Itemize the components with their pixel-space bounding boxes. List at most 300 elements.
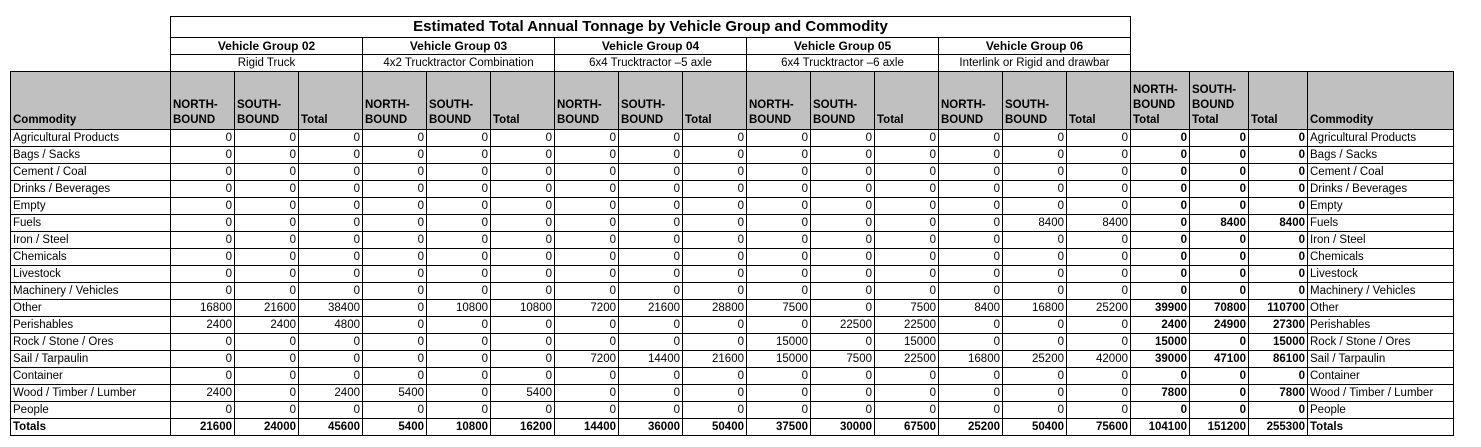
value-cell: 0 — [1003, 147, 1067, 164]
value-cell: 0 — [235, 283, 299, 300]
value-cell: 7500 — [811, 351, 875, 368]
commodity-cell: Other — [1308, 300, 1454, 317]
value-cell: 0 — [1003, 130, 1067, 147]
value-cell: 0 — [619, 181, 683, 198]
value-cell: 0 — [171, 181, 235, 198]
value-cell: 0 — [683, 181, 747, 198]
value-cell: 0 — [1003, 385, 1067, 402]
value-cell: 0 — [619, 249, 683, 266]
value-cell: 0 — [811, 181, 875, 198]
value-cell: 0 — [619, 215, 683, 232]
value-cell: 0 — [939, 402, 1003, 419]
value-cell: 10800 — [427, 300, 491, 317]
value-cell: 0 — [1067, 368, 1131, 385]
value-cell: 0 — [811, 283, 875, 300]
value-cell: 0 — [235, 215, 299, 232]
group-desc-05: 6x4 Trucktractor –6 axle — [747, 55, 939, 72]
value-cell: 0 — [875, 283, 939, 300]
value-cell: 0 — [1249, 283, 1308, 300]
value-cell: 0 — [683, 402, 747, 419]
value-cell: 0 — [555, 181, 619, 198]
value-cell: 0 — [363, 198, 427, 215]
value-cell: 0 — [939, 164, 1003, 181]
commodity-cell: Cement / Coal — [1308, 164, 1454, 181]
value-cell: 0 — [171, 249, 235, 266]
header-northbound: NORTH-BOUND — [939, 72, 1003, 130]
value-cell: 0 — [875, 130, 939, 147]
value-cell: 0 — [235, 368, 299, 385]
value-cell: 104100 — [1131, 419, 1190, 436]
value-cell: 0 — [1131, 130, 1190, 147]
value-cell: 0 — [811, 215, 875, 232]
value-cell: 0 — [939, 368, 1003, 385]
value-cell: 0 — [427, 147, 491, 164]
table-row — [11, 351, 1454, 368]
value-cell: 0 — [555, 385, 619, 402]
value-cell: 0 — [683, 249, 747, 266]
value-cell: 0 — [1067, 402, 1131, 419]
value-cell: 0 — [939, 317, 1003, 334]
value-cell: 0 — [299, 351, 363, 368]
value-cell: 0 — [1067, 147, 1131, 164]
value-cell: 0 — [619, 317, 683, 334]
commodity-cell: Bags / Sacks — [1308, 147, 1454, 164]
value-cell: 0 — [811, 198, 875, 215]
value-cell: 0 — [491, 402, 555, 419]
commodity-cell: Perishables — [11, 317, 171, 334]
value-cell: 27300 — [1249, 317, 1308, 334]
commodity-cell: Bags / Sacks — [11, 147, 171, 164]
value-cell: 0 — [683, 130, 747, 147]
commodity-cell: Totals — [11, 419, 171, 436]
value-cell: 0 — [171, 402, 235, 419]
value-cell: 0 — [235, 198, 299, 215]
value-cell: 0 — [491, 181, 555, 198]
header-southbound: SOUTH-BOUND — [811, 72, 875, 130]
value-cell: 8400 — [1249, 215, 1308, 232]
value-cell: 0 — [555, 198, 619, 215]
value-cell: 0 — [1003, 249, 1067, 266]
value-cell: 24000 — [235, 419, 299, 436]
value-cell: 0 — [747, 181, 811, 198]
value-cell: 0 — [1003, 283, 1067, 300]
value-cell: 0 — [1003, 164, 1067, 181]
value-cell: 0 — [811, 147, 875, 164]
group-name-06: Vehicle Group 06 — [939, 38, 1131, 55]
value-cell: 0 — [555, 215, 619, 232]
value-cell: 15000 — [1249, 334, 1308, 351]
value-cell: 0 — [875, 181, 939, 198]
value-cell: 0 — [491, 368, 555, 385]
value-cell: 0 — [939, 181, 1003, 198]
value-cell: 30000 — [811, 419, 875, 436]
tonnage-table — [10, 16, 1454, 436]
value-cell: 0 — [491, 232, 555, 249]
commodity-cell: Rock / Stone / Ores — [11, 334, 171, 351]
value-cell: 0 — [1249, 130, 1308, 147]
value-cell: 67500 — [875, 419, 939, 436]
value-cell: 0 — [747, 317, 811, 334]
value-cell: 0 — [939, 334, 1003, 351]
value-cell: 0 — [491, 198, 555, 215]
value-cell: 0 — [235, 130, 299, 147]
value-cell: 0 — [1190, 232, 1249, 249]
table-row — [11, 232, 1454, 249]
value-cell: 0 — [683, 147, 747, 164]
value-cell: 0 — [1003, 232, 1067, 249]
value-cell: 0 — [427, 130, 491, 147]
value-cell: 0 — [299, 368, 363, 385]
commodity-cell: Chemicals — [1308, 249, 1454, 266]
value-cell: 0 — [811, 385, 875, 402]
value-cell: 0 — [1067, 130, 1131, 147]
value-cell: 25200 — [1003, 351, 1067, 368]
value-cell: 0 — [299, 249, 363, 266]
value-cell: 0 — [683, 385, 747, 402]
value-cell: 39000 — [1131, 351, 1190, 368]
value-cell: 0 — [427, 368, 491, 385]
value-cell: 0 — [171, 232, 235, 249]
value-cell: 0 — [1067, 283, 1131, 300]
value-cell: 0 — [491, 130, 555, 147]
group-name-02: Vehicle Group 02 — [171, 38, 363, 55]
commodity-cell: Agricultural Products — [1308, 130, 1454, 147]
value-cell: 39900 — [1131, 300, 1190, 317]
value-cell: 110700 — [1249, 300, 1308, 317]
value-cell: 0 — [363, 351, 427, 368]
value-cell: 0 — [1190, 368, 1249, 385]
header-total: Total — [1067, 72, 1131, 130]
commodity-cell: Machinery / Vehicles — [1308, 283, 1454, 300]
value-cell: 0 — [939, 198, 1003, 215]
commodity-cell: Wood / Timber / Lumber — [1308, 385, 1454, 402]
value-cell: 0 — [427, 385, 491, 402]
value-cell: 16800 — [1003, 300, 1067, 317]
value-cell: 0 — [299, 164, 363, 181]
value-cell: 0 — [427, 215, 491, 232]
value-cell: 0 — [939, 147, 1003, 164]
value-cell: 0 — [299, 130, 363, 147]
group-desc-03: 4x2 Trucktractor Combination — [363, 55, 555, 72]
value-cell: 0 — [1190, 249, 1249, 266]
value-cell: 0 — [171, 215, 235, 232]
value-cell: 0 — [555, 266, 619, 283]
value-cell: 0 — [235, 402, 299, 419]
value-cell: 0 — [1067, 164, 1131, 181]
header-total: Total — [491, 72, 555, 130]
value-cell: 0 — [363, 368, 427, 385]
value-cell: 0 — [555, 164, 619, 181]
value-cell: 0 — [1067, 317, 1131, 334]
value-cell: 0 — [747, 232, 811, 249]
value-cell: 0 — [427, 198, 491, 215]
value-cell: 0 — [619, 147, 683, 164]
value-cell: 22500 — [811, 317, 875, 334]
value-cell: 0 — [491, 215, 555, 232]
value-cell: 0 — [299, 215, 363, 232]
value-cell: 8400 — [939, 300, 1003, 317]
value-cell: 0 — [171, 368, 235, 385]
value-cell: 0 — [1003, 198, 1067, 215]
header-commodity: Commodity — [1308, 72, 1454, 130]
value-cell: 0 — [555, 402, 619, 419]
value-cell: 70800 — [1190, 300, 1249, 317]
group-desc-02: Rigid Truck — [171, 55, 363, 72]
value-cell: 0 — [747, 164, 811, 181]
value-cell: 0 — [555, 368, 619, 385]
value-cell: 0 — [363, 232, 427, 249]
value-cell: 0 — [491, 317, 555, 334]
value-cell: 0 — [1131, 368, 1190, 385]
value-cell: 151200 — [1190, 419, 1249, 436]
commodity-cell: Fuels — [11, 215, 171, 232]
commodity-cell: People — [1308, 402, 1454, 419]
value-cell: 0 — [811, 300, 875, 317]
value-cell: 0 — [683, 266, 747, 283]
value-cell: 0 — [363, 164, 427, 181]
value-cell: 0 — [875, 266, 939, 283]
value-cell: 0 — [1067, 249, 1131, 266]
value-cell: 5400 — [363, 385, 427, 402]
value-cell: 0 — [1190, 198, 1249, 215]
value-cell: 0 — [555, 334, 619, 351]
value-cell: 0 — [811, 249, 875, 266]
value-cell: 8400 — [1067, 215, 1131, 232]
value-cell: 2400 — [171, 385, 235, 402]
value-cell: 0 — [811, 232, 875, 249]
value-cell: 0 — [939, 249, 1003, 266]
value-cell: 0 — [1003, 402, 1067, 419]
value-cell: 2400 — [235, 317, 299, 334]
value-cell: 0 — [171, 147, 235, 164]
table-row — [11, 249, 1454, 266]
value-cell: 2400 — [299, 385, 363, 402]
value-cell: 75600 — [1067, 419, 1131, 436]
table-row — [11, 147, 1454, 164]
value-cell: 5400 — [491, 385, 555, 402]
value-cell: 0 — [811, 266, 875, 283]
value-cell: 0 — [299, 232, 363, 249]
value-cell: 38400 — [299, 300, 363, 317]
value-cell: 0 — [1190, 164, 1249, 181]
table-row — [11, 130, 1454, 147]
value-cell: 0 — [747, 266, 811, 283]
commodity-cell: Drinks / Beverages — [1308, 181, 1454, 198]
value-cell: 8400 — [1190, 215, 1249, 232]
value-cell: 0 — [683, 334, 747, 351]
value-cell: 0 — [619, 385, 683, 402]
value-cell: 36000 — [619, 419, 683, 436]
value-cell: 0 — [1131, 198, 1190, 215]
table-row — [11, 266, 1454, 283]
value-cell: 0 — [363, 130, 427, 147]
value-cell: 0 — [811, 164, 875, 181]
value-cell: 50400 — [1003, 419, 1067, 436]
value-cell: 0 — [875, 215, 939, 232]
value-cell: 0 — [171, 283, 235, 300]
value-cell: 21600 — [171, 419, 235, 436]
commodity-cell: Fuels — [1308, 215, 1454, 232]
value-cell: 0 — [1131, 215, 1190, 232]
value-cell: 7200 — [555, 351, 619, 368]
group-name-03: Vehicle Group 03 — [363, 38, 555, 55]
value-cell: 0 — [1131, 181, 1190, 198]
table-row — [11, 164, 1454, 181]
value-cell: 0 — [171, 164, 235, 181]
commodity-cell: Container — [1308, 368, 1454, 385]
value-cell: 0 — [1190, 402, 1249, 419]
value-cell: 0 — [1067, 385, 1131, 402]
value-cell: 0 — [427, 283, 491, 300]
value-cell: 14400 — [619, 351, 683, 368]
value-cell: 24900 — [1190, 317, 1249, 334]
value-cell: 0 — [1249, 181, 1308, 198]
value-cell: 0 — [299, 334, 363, 351]
value-cell: 0 — [683, 317, 747, 334]
value-cell: 0 — [683, 368, 747, 385]
value-cell: 0 — [299, 198, 363, 215]
value-cell: 0 — [939, 385, 1003, 402]
value-cell: 0 — [811, 130, 875, 147]
value-cell: 2400 — [1131, 317, 1190, 334]
value-cell: 0 — [619, 368, 683, 385]
header-northbound: NORTH-BOUND — [555, 72, 619, 130]
value-cell: 0 — [235, 249, 299, 266]
header-commodity: Commodity — [11, 72, 171, 130]
table-row — [11, 283, 1454, 300]
value-cell: 0 — [875, 368, 939, 385]
value-cell: 0 — [555, 317, 619, 334]
value-cell: 0 — [363, 283, 427, 300]
value-cell: 15000 — [1131, 334, 1190, 351]
value-cell: 0 — [619, 402, 683, 419]
commodity-cell: Livestock — [11, 266, 171, 283]
value-cell: 45600 — [299, 419, 363, 436]
value-cell: 22500 — [875, 317, 939, 334]
value-cell: 0 — [555, 130, 619, 147]
header-total: Total — [875, 72, 939, 130]
value-cell: 0 — [491, 164, 555, 181]
value-cell: 0 — [683, 283, 747, 300]
value-cell: 0 — [491, 351, 555, 368]
value-cell: 25200 — [939, 419, 1003, 436]
commodity-cell: People — [11, 402, 171, 419]
commodity-cell: Container — [11, 368, 171, 385]
value-cell: 0 — [619, 164, 683, 181]
value-cell: 0 — [747, 249, 811, 266]
value-cell: 0 — [875, 164, 939, 181]
value-cell: 0 — [875, 249, 939, 266]
value-cell: 0 — [427, 334, 491, 351]
table-row — [11, 317, 1454, 334]
value-cell: 0 — [875, 198, 939, 215]
value-cell: 255300 — [1249, 419, 1308, 436]
value-cell: 0 — [363, 249, 427, 266]
commodity-cell: Perishables — [1308, 317, 1454, 334]
value-cell: 0 — [1067, 181, 1131, 198]
value-cell: 0 — [299, 402, 363, 419]
value-cell: 0 — [363, 317, 427, 334]
value-cell: 0 — [1131, 283, 1190, 300]
value-cell: 0 — [427, 232, 491, 249]
value-cell: 0 — [1249, 266, 1308, 283]
value-cell: 14400 — [555, 419, 619, 436]
value-cell: 4800 — [299, 317, 363, 334]
value-cell: 0 — [747, 368, 811, 385]
value-cell: 0 — [427, 181, 491, 198]
commodity-cell: Chemicals — [11, 249, 171, 266]
value-cell: 0 — [875, 385, 939, 402]
table-title: Estimated Total Annual Tonnage by Vehicle Group and Commodity — [171, 17, 1131, 38]
header-total: Total — [299, 72, 363, 130]
value-cell: 0 — [747, 215, 811, 232]
value-cell: 0 — [1190, 385, 1249, 402]
value-cell: 7500 — [875, 300, 939, 317]
value-cell: 0 — [235, 181, 299, 198]
value-cell: 0 — [939, 283, 1003, 300]
value-cell: 0 — [491, 334, 555, 351]
value-cell: 0 — [747, 283, 811, 300]
value-cell: 0 — [1067, 198, 1131, 215]
header-total: Total — [683, 72, 747, 130]
value-cell: 0 — [619, 232, 683, 249]
value-cell: 0 — [555, 249, 619, 266]
header-northbound: NORTH-BOUND — [171, 72, 235, 130]
commodity-cell: Drinks / Beverages — [11, 181, 171, 198]
header-southbound-total: SOUTH-BOUND Total — [1190, 72, 1249, 130]
value-cell: 0 — [747, 130, 811, 147]
value-cell: 15000 — [747, 351, 811, 368]
value-cell: 0 — [235, 232, 299, 249]
value-cell: 0 — [1067, 232, 1131, 249]
header-southbound: SOUTH-BOUND — [235, 72, 299, 130]
value-cell: 0 — [555, 147, 619, 164]
value-cell: 42000 — [1067, 351, 1131, 368]
commodity-cell: Livestock — [1308, 266, 1454, 283]
value-cell: 0 — [363, 300, 427, 317]
value-cell: 0 — [363, 402, 427, 419]
value-cell: 0 — [363, 147, 427, 164]
header-northbound: NORTH-BOUND — [363, 72, 427, 130]
value-cell: 0 — [875, 147, 939, 164]
value-cell: 50400 — [683, 419, 747, 436]
commodity-cell: Agricultural Products — [11, 130, 171, 147]
value-cell: 2400 — [171, 317, 235, 334]
value-cell: 5400 — [363, 419, 427, 436]
value-cell: 0 — [1249, 402, 1308, 419]
value-cell: 0 — [1190, 147, 1249, 164]
value-cell: 0 — [1190, 130, 1249, 147]
value-cell: 0 — [747, 385, 811, 402]
value-cell: 10800 — [427, 419, 491, 436]
value-cell: 0 — [1190, 266, 1249, 283]
value-cell: 0 — [1003, 334, 1067, 351]
value-cell: 0 — [747, 147, 811, 164]
value-cell: 0 — [683, 215, 747, 232]
commodity-cell: Iron / Steel — [1308, 232, 1454, 249]
value-cell: 0 — [235, 351, 299, 368]
value-cell: 0 — [747, 402, 811, 419]
value-cell: 0 — [491, 147, 555, 164]
value-cell: 0 — [1131, 164, 1190, 181]
value-cell: 0 — [427, 249, 491, 266]
value-cell: 0 — [427, 317, 491, 334]
value-cell: 0 — [1003, 266, 1067, 283]
value-cell: 0 — [875, 402, 939, 419]
value-cell: 0 — [235, 334, 299, 351]
value-cell: 0 — [811, 368, 875, 385]
totals-row — [11, 419, 1454, 436]
